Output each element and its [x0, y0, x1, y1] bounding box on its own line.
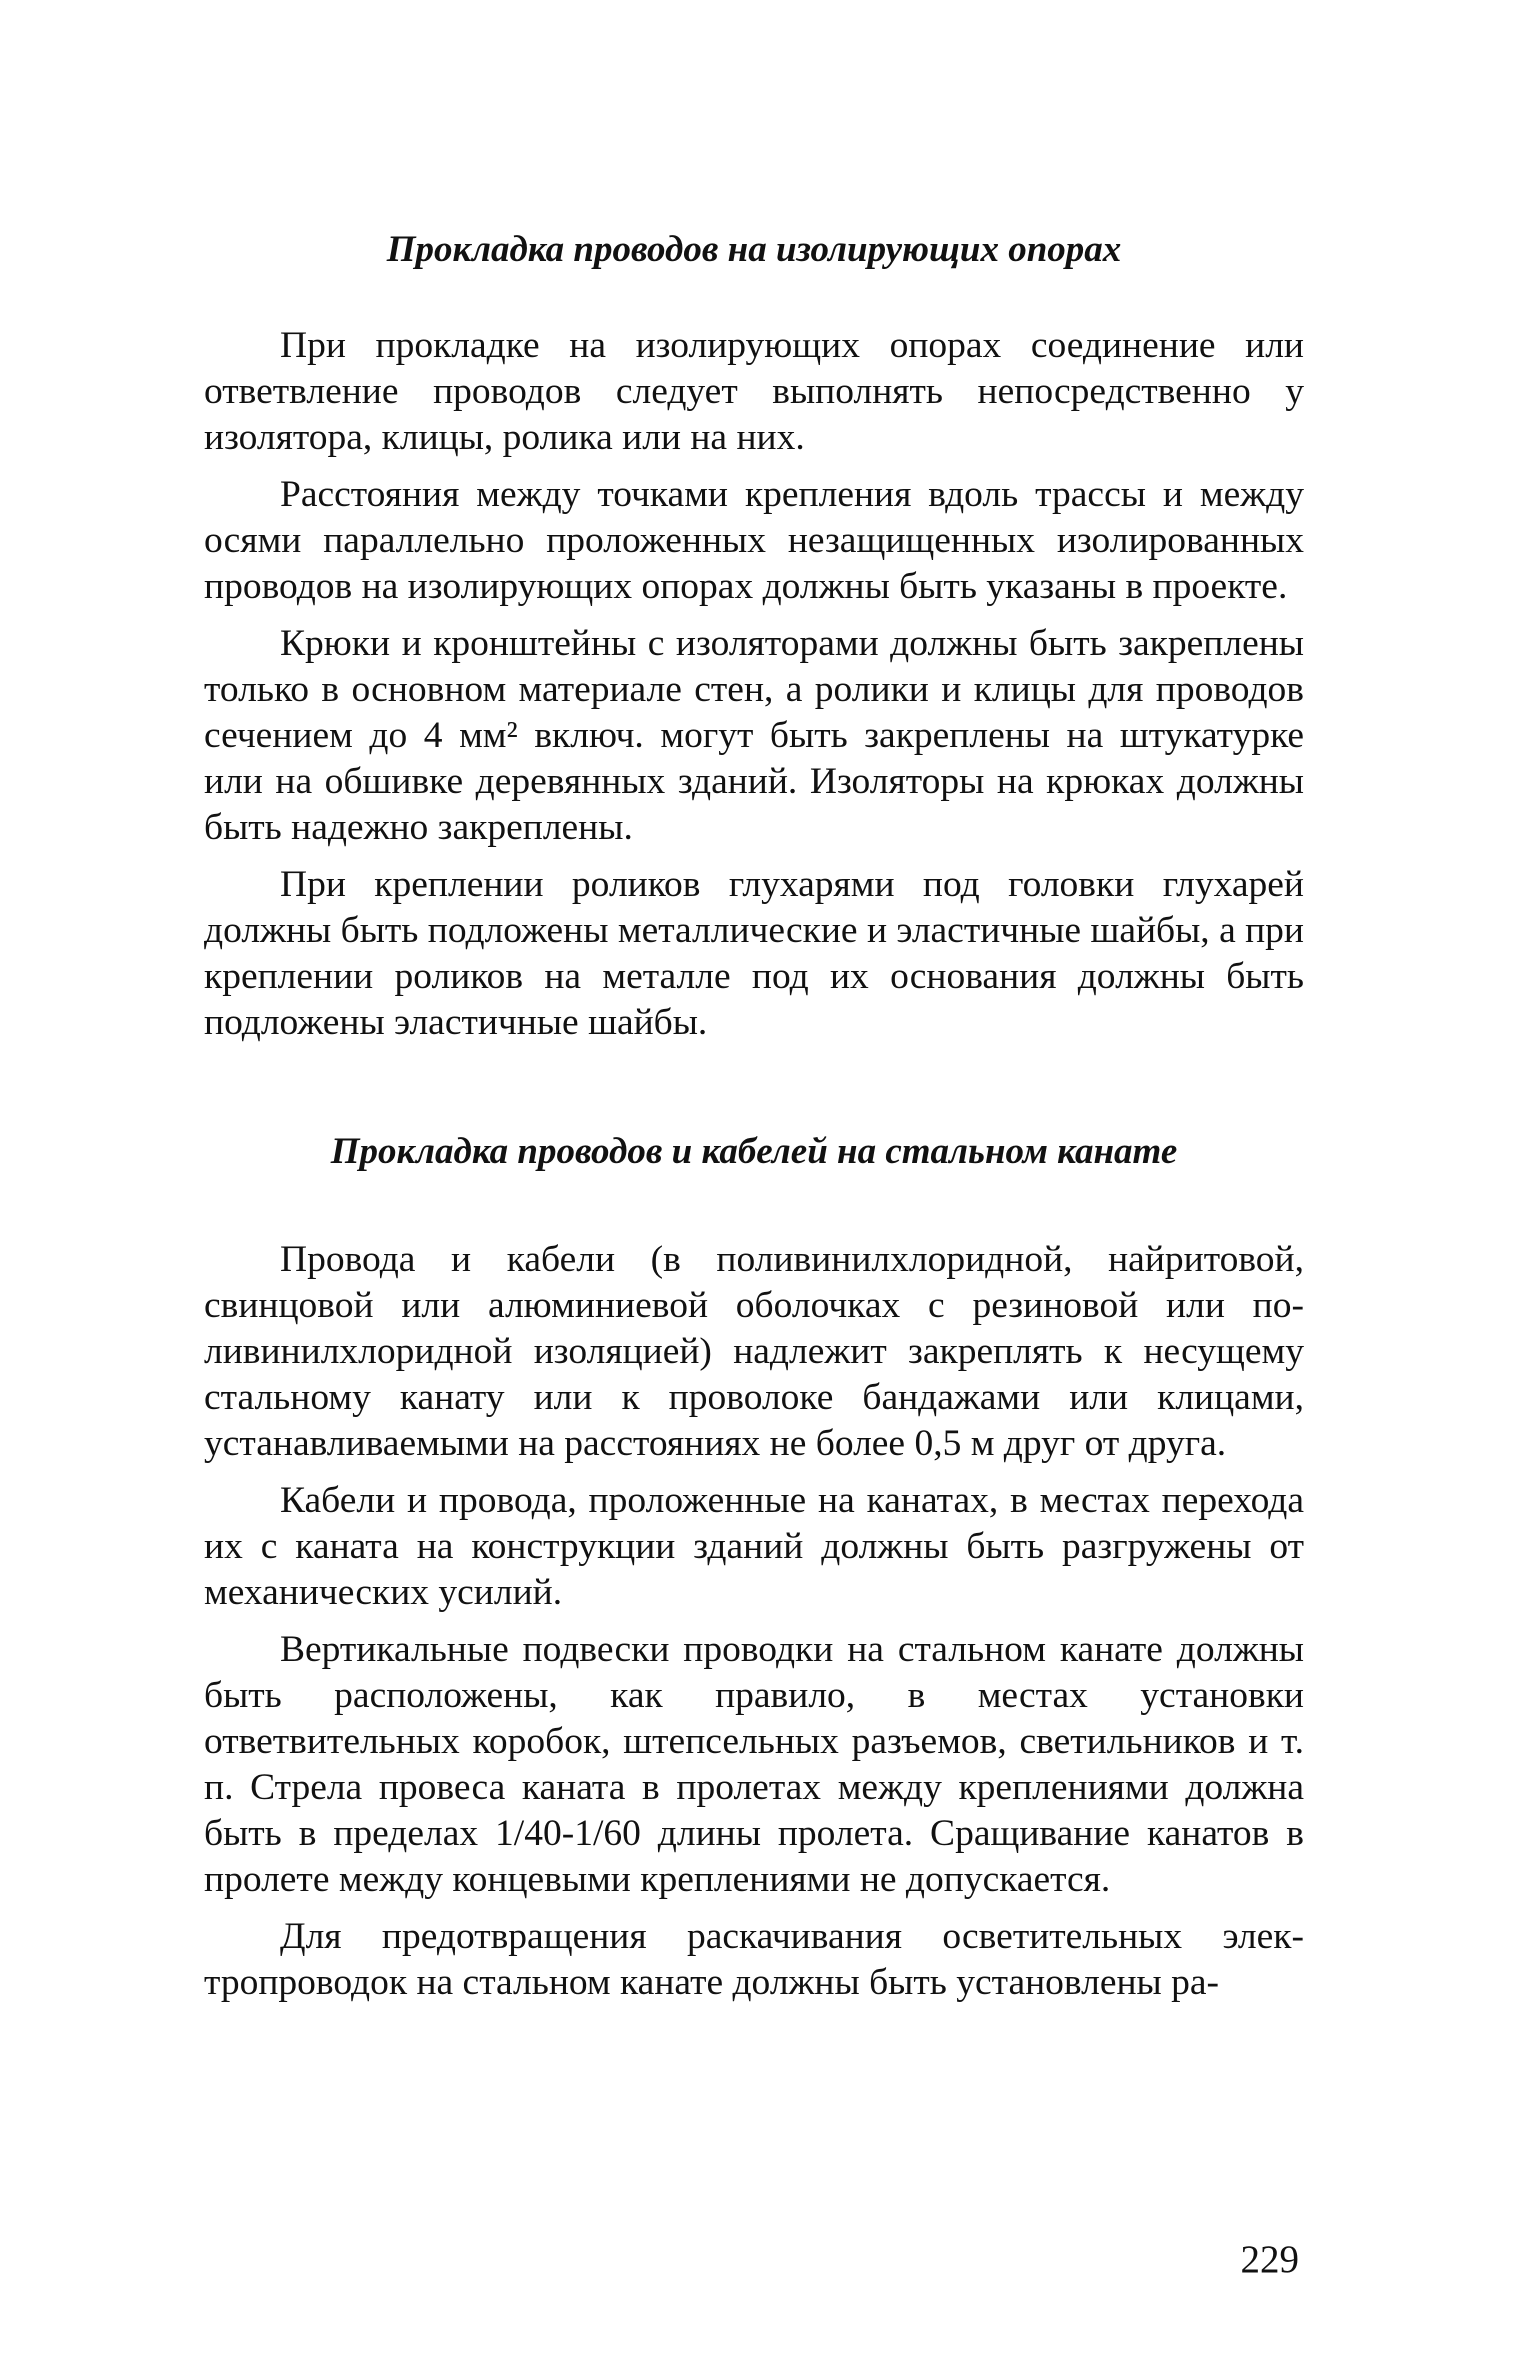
page-number: 229 — [1240, 2238, 1299, 2281]
paragraph: При креплении роликов глухарями под головки глухарей должны быть подложены металлические и эластичные шайбы, а при креплении роликов на металле под их основания должны быть подложены эластичные шайбы. — [204, 864, 1304, 1043]
section-insulating-supports — [204, 228, 1304, 1046]
paragraph: Крюки и кронштейны с изоляторами должны быть закреплены только в основном материале стен, а ролики и клицы для проводов сечением до 4 мм² включ. могут быть закреплены на штукатурке или на обшивке деревянных зданий. Изоляторы на крюках должны быть надежно закреплены. — [204, 623, 1304, 848]
section-heading: Прокладка проводов и кабелей на стальном канате — [330, 1131, 1178, 1172]
paragraph: Для предотвращения раскачивания осветительных электропроводок на стальном канате должны быть установлены ра- — [204, 1916, 1304, 2003]
paragraph: Расстояния между точками крепления вдоль трассы и между осями параллельно проложенных незащищенных изолированных проводов на изолирующих опорах должны быть указаны в проекте. — [204, 474, 1304, 607]
paragraph: Кабели и провода, проложенные на канатах, в местах перехода их с каната на конструкции зданий должны быть разгружены от механических усилий. — [204, 1480, 1304, 1613]
section-heading: Прокладка проводов на изолирующих опорах — [386, 229, 1122, 270]
paragraph: Провода и кабели (в поливинилхлоридной, найритовой, свинцовой или алюминиевой оболочках с резиновой или поливинилхлоридной изоляцией) надлежит закреплять к несущему стальному канату или к проволоке бандажами или клицами, устанавливаемыми на расстояниях не более 0,5 м друг от друга. — [204, 1239, 1304, 1464]
paragraph: Вертикальные подвески проводки на стальном канате должны быть расположены, как правило, в местах установки ответвительных коробок, штепсельных разъемов, светильников и т. п. Стрела провеса каната в пролетах между креплениями должна быть в пределах 1/40-1/60 длины пролета. Сращивание канатов в пролете между концевыми креплениями не допускается. — [204, 1629, 1304, 1900]
paragraph: При прокладке на изолирующих опорах соединение или ответвление проводов следует выполнять непосредственно у изолятора, клицы, ролика или на них. — [204, 325, 1304, 458]
section-steel-cable — [204, 1130, 1304, 2006]
